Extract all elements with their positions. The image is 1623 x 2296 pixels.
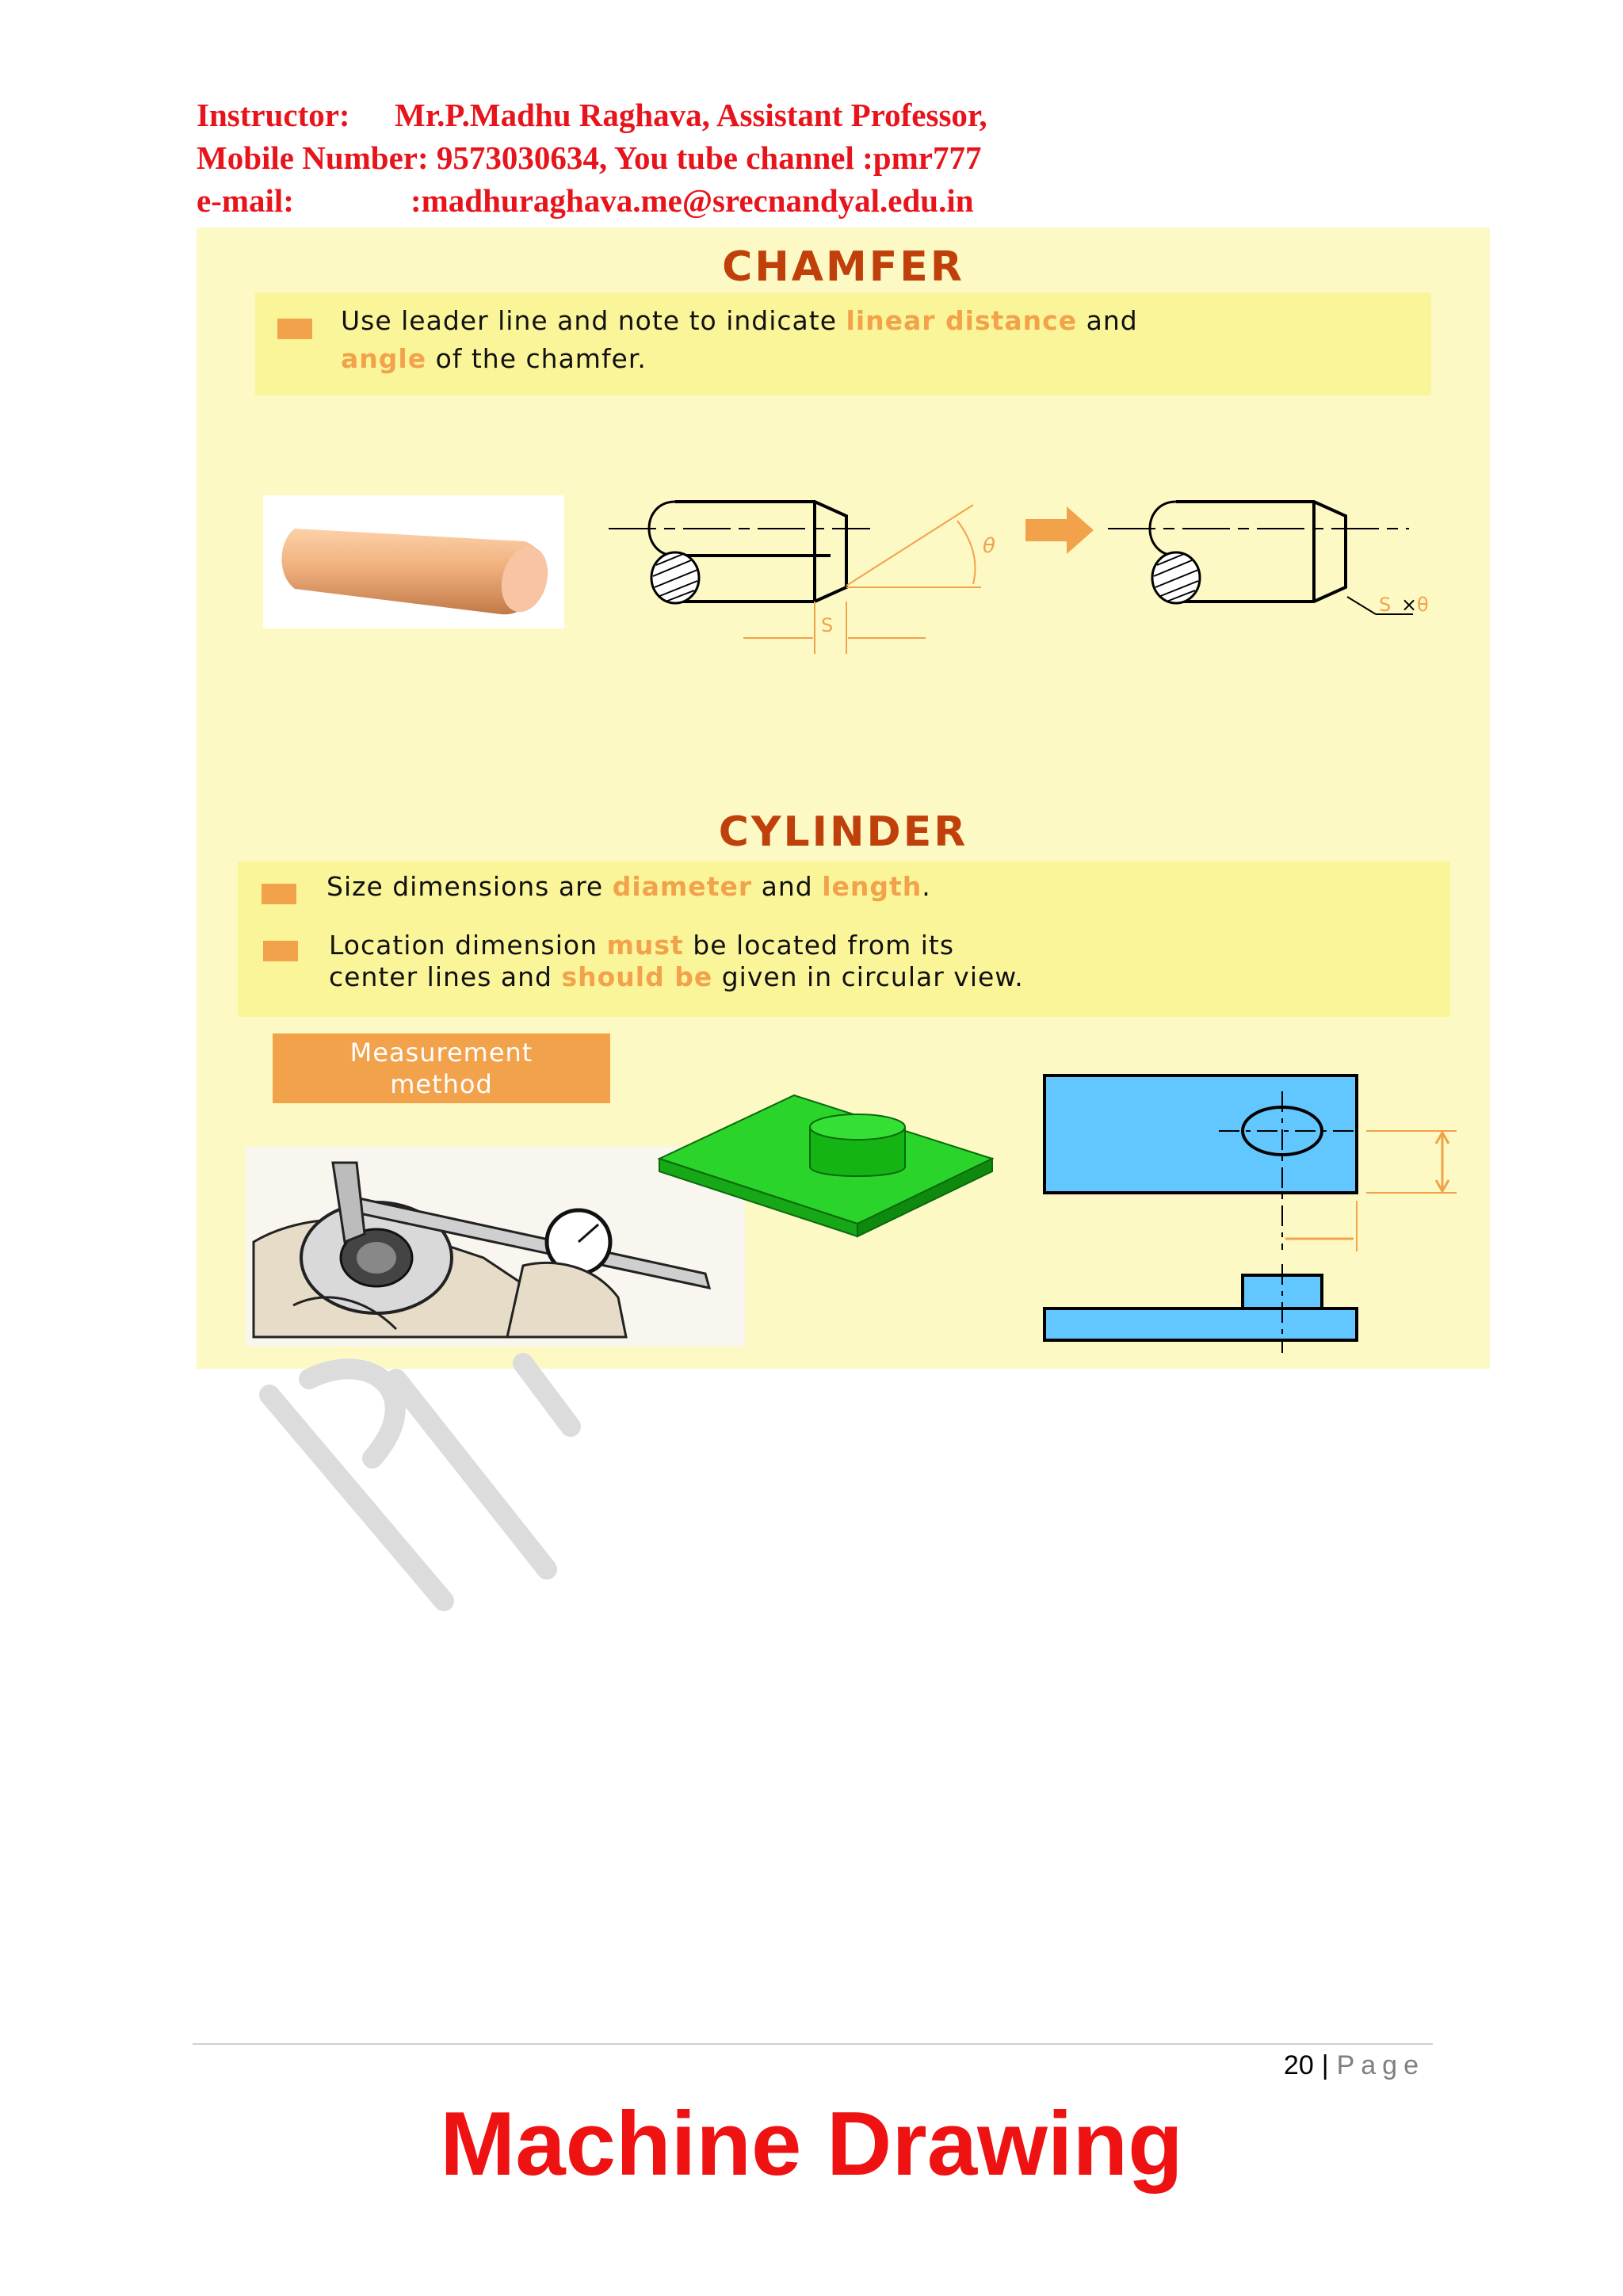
measure-line-1: Measurement xyxy=(349,1037,533,1068)
lecture-slide xyxy=(197,227,1490,1369)
dim-s: S xyxy=(821,614,834,636)
dim-theta: θ xyxy=(983,534,995,558)
chamfer-highlight-angle: angle xyxy=(341,343,427,374)
email-value[interactable]: :madhuraghava.me@srecnandyal.edu.in xyxy=(411,182,974,219)
mobile-text: Mobile Number: 9573030634, You tube channel :pmr777 xyxy=(197,139,982,176)
cylinder-text: and xyxy=(752,871,823,902)
cylinder-text: center lines and xyxy=(329,961,562,992)
cylinder-text: given in circular view. xyxy=(712,961,1024,992)
cylinder-line-3 xyxy=(329,961,1024,992)
cylinder-line-1 xyxy=(327,871,931,902)
chamfer-text: of the chamfer. xyxy=(426,343,647,374)
chamfer-note-drawing xyxy=(1108,465,1480,624)
chamfer-note-box xyxy=(255,292,1431,395)
right-arrow-icon xyxy=(1025,506,1097,554)
page-number-value: 20 xyxy=(1283,2050,1314,2080)
chamfer-line-2 xyxy=(341,343,647,374)
instructor-value: Mr.P.Madhu Raghava, Assistant Professor, xyxy=(395,97,987,133)
bullet-icon xyxy=(277,319,312,339)
cylinder-highlight-length: length xyxy=(822,871,922,902)
cylinder-orthographic-drawing xyxy=(1037,1068,1480,1385)
chamfer-line-1 xyxy=(341,305,1138,336)
cylinder-text: . xyxy=(922,871,931,902)
green-block-3d-image xyxy=(659,1095,1000,1238)
email-line xyxy=(197,179,987,222)
cylinder-text: be located from its xyxy=(683,930,955,961)
instructor-line xyxy=(197,94,987,136)
footer-title: Machine Drawing xyxy=(440,2094,1183,2195)
cylinder-highlight-diameter: diameter xyxy=(612,871,753,902)
cylinder-highlight-should-be: should be xyxy=(561,961,713,992)
bullet-icon xyxy=(262,884,296,904)
pmr-watermark-image xyxy=(238,1331,872,1664)
cylinder-line-2 xyxy=(329,930,954,961)
measurement-method-label xyxy=(273,1033,610,1103)
cylinder-highlight-must: must xyxy=(606,930,684,961)
page-number xyxy=(1284,2050,1425,2081)
cylinder-text: Size dimensions are xyxy=(327,871,613,902)
instructor-header xyxy=(197,94,987,222)
chamfered-pin-image xyxy=(263,495,564,628)
note-s: S xyxy=(1379,594,1392,616)
mobile-line xyxy=(197,136,987,179)
email-label: e-mail: xyxy=(197,182,294,219)
bullet-icon xyxy=(263,941,298,961)
cylinder-text: Location dimension xyxy=(329,930,607,961)
cylinder-title: CYLINDER xyxy=(718,808,968,856)
instructor-label: Instructor: xyxy=(197,97,350,133)
chamfer-highlight-linear-distance: linear distance xyxy=(846,305,1078,336)
page-separator: | xyxy=(1321,2050,1329,2080)
cylinder-note-box xyxy=(238,861,1450,1017)
chamfer-text: Use leader line and note to indicate xyxy=(341,305,846,336)
chamfer-title: CHAMFER xyxy=(722,243,964,291)
note-x: × xyxy=(1401,594,1418,616)
measure-line-2: method xyxy=(390,1069,493,1099)
chamfer-text: and xyxy=(1077,305,1138,336)
footer-divider xyxy=(193,2043,1433,2045)
page-word: Page xyxy=(1336,2050,1425,2080)
note-theta: θ xyxy=(1417,594,1429,616)
